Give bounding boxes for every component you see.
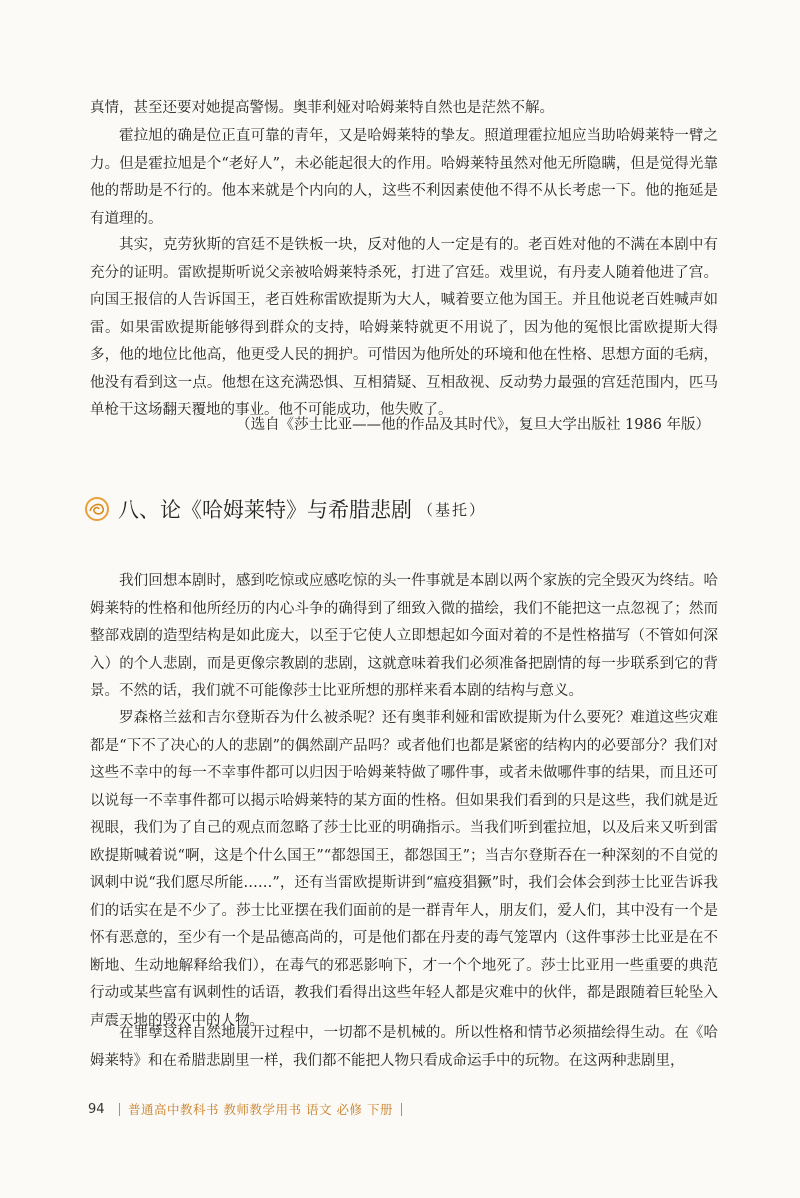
footer-divider-right bbox=[401, 1103, 403, 1116]
source-citation: （选自《莎士比亚——他的作品及其时代》，复旦大学出版社 1986 年版） bbox=[236, 417, 710, 433]
body-paragraph-3: 在罪孽这样自然地展开过程中，一切都不是机械的。所以性格和情节必须描绘得生动。在《哈姆莱特》和在希腊悲剧里一样，我们都不能把人物只看成命运手中的玩物。在这两种悲剧里， bbox=[90, 1025, 718, 1069]
page-footer bbox=[88, 1100, 402, 1118]
section-author: （基托） bbox=[418, 500, 487, 519]
paragraph-1: 真情，甚至还要对她提高警惕。奥菲利娅对哈姆莱特自然也是茫然不解。 bbox=[90, 100, 554, 116]
paragraph-3: 其实，克劳狄斯的宫廷不是铁板一块，反对他的人一定是有的。老百姓对他的不满在本剧中有充分的证明。雷欧提斯听说父亲被哈姆莱特杀死，打进了宫廷。戏里说，有丹麦人随着他进了宫。向国王报信的人告诉国王，老百姓称雷欧提斯为大人，喊着要立他为国王。并且他说老百姓喊声如雷。如果雷欧提斯能够得到群众的支持，哈姆莱特就更不用说了，因为他的冤恨比雷欧提斯大得多，他的地位比他高，他更受人民的拥护。可惜因为他所处的环境和他在性格、思想方面的毛病，他没有看到这一点。他想在这充满恐惧、互相猜疑、互相敌视、反动势力最强的宫廷范围内，匹马单枪干这场翻天覆地的事业。他不可能成功，他失败了。 bbox=[90, 237, 718, 418]
swirl-icon bbox=[84, 496, 110, 522]
page-number: 94 bbox=[88, 1101, 105, 1117]
body-paragraph-1: 我们回想本剧时，感到吃惊或应感吃惊的头一件事就是本剧以两个家族的完全毁灭为终结。哈姆莱特的性格和他所经历的内心斗争的确得到了细致入微的描绘，我们不能把这一点忽视了；然而整部戏剧的造型结构是如此庞大，以至于它使人立即想起如今面对着的不是性格描写（不管如何深入）的个人悲剧，而是更像宗教剧的悲剧，这就意味着我们必须准备把剧情的每一步联系到它的背景。不然的话，我们就不可能像莎士比亚所想的那样来看本剧的结构与意义。 bbox=[90, 573, 718, 699]
footer-divider-left bbox=[119, 1103, 121, 1116]
book-title: 普通高中教科书 教师教学用书 语文 必修 下册 bbox=[128, 1102, 393, 1117]
section-heading bbox=[84, 494, 486, 524]
paragraph-2: 霍拉旭的确是位正直可靠的青年，又是哈姆莱特的挚友。照道理霍拉旭应当助哈姆莱特一臂之力。但是霍拉旭是个“老好人”，未必能起很大的作用。哈姆莱特虽然对他无所隐瞒，但是觉得光靠他的帮助是不行的。他本来就是个内向的人，这些不利因素使他不得不从长考虑一下。他的拖延是有道理的。 bbox=[90, 128, 718, 227]
section-title: 八、论《哈姆莱特》与希腊悲剧 bbox=[118, 498, 412, 522]
body-paragraph-2: 罗森格兰兹和吉尔登斯吞为什么被杀呢？还有奥菲利娅和雷欧提斯为什么要死？难道这些灾难都是“下不了决心的人的悲剧”的偶然副产品吗？或者他们也都是紧密的结构内的必要部分？我们对这些不幸中的每一不幸事件都可以归因于哈姆莱特做了哪件事，或者未做哪件事的结果，而且还可以说每一不幸事件都可以揭示哈姆莱特的某方面的性格。但如果我们看到的只是这些，我们就是近视眼，我们为了自己的观点而忽略了莎士比亚的明确指示。当我们听到霍拉旭，以及后来又听到雷欧提斯喊着说“啊，这是个什么国王”“都怨国王，都怨国王”；当吉尔登斯吞在一种深刻的不自觉的讽刺中说“我们愿尽所能……”，还有当雷欧提斯讲到“瘟疫猖獗”时，我们会体会到莎士比亚告诉我们的话实在是不少了。莎士比亚摆在我们面前的是一群青年人，朋友们，爱人们，其中没有一个是怀有恶意的，至少有一个是品德高尚的，可是他们都在丹麦的毒气笼罩内（这件事莎士比亚是在不断地、生动地解释给我们），在毒气的邪恶影响下，才一个个地死了。莎士比亚用一些重要的典范行动或某些富有讽刺性的话语，教我们看得出这些年轻人都是灾难中的伙伴，都是跟随着巨轮坠入声震天地的毁灭中的人物。 bbox=[90, 710, 718, 1029]
